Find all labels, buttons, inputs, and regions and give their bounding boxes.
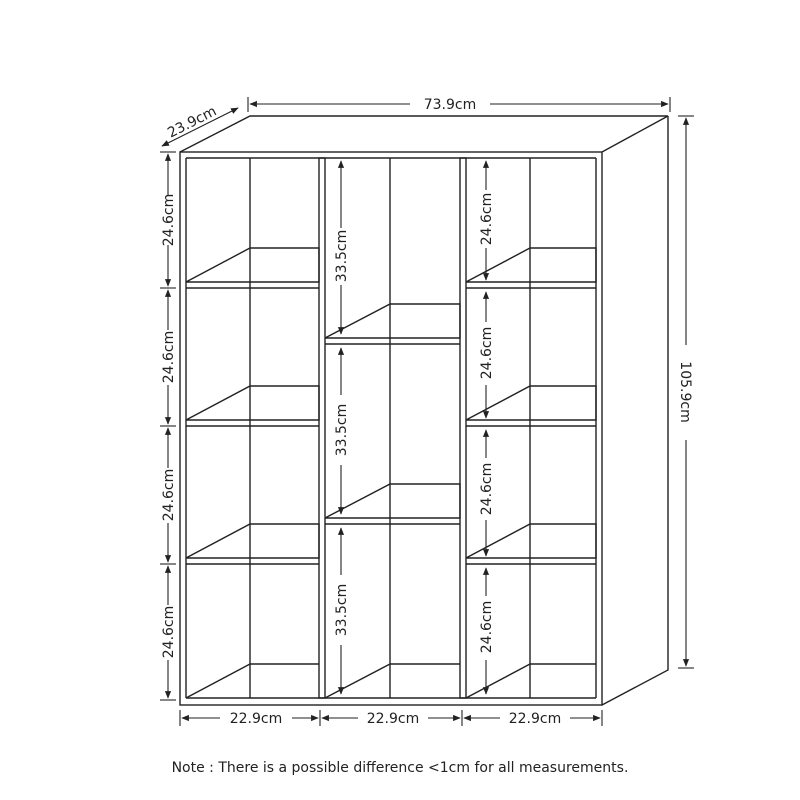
column-width-label-3: 22.9cm <box>508 711 562 727</box>
right-cube-height-label-1: 24.6cm <box>479 192 495 246</box>
left-cube-height-label-4: 24.6cm <box>161 605 177 659</box>
top-panel <box>180 116 668 152</box>
center-cube-height-label-3: 33.5cm <box>334 583 350 637</box>
left-shelf-3 <box>186 524 319 558</box>
center-shelf-1 <box>325 304 460 338</box>
measurement-note: Note : There is a possible difference <1cm for all measurements. <box>171 760 629 776</box>
left-shelf-1 <box>186 248 319 282</box>
center-shelf-2 <box>325 484 460 518</box>
right-cube-height-label-2: 24.6cm <box>479 326 495 380</box>
overall-height-label: 105.9cm <box>677 361 693 423</box>
left-cube-height-label-1: 24.6cm <box>161 193 177 247</box>
left-cube-height-label-3: 24.6cm <box>161 468 177 522</box>
side-panel <box>602 116 668 705</box>
dimension-lines <box>160 97 694 726</box>
left-cube-height-label-2: 24.6cm <box>161 330 177 384</box>
overall-width-label: 73.9cm <box>423 97 477 113</box>
column-width-label-1: 22.9cm <box>229 711 283 727</box>
right-cube-height-label-4: 24.6cm <box>479 600 495 654</box>
divider-left <box>319 158 325 698</box>
center-cube-height-label-2: 33.5cm <box>334 403 350 457</box>
right-cube-height-label-3: 24.6cm <box>479 462 495 516</box>
left-shelf-2 <box>186 386 319 420</box>
bookcase-outline <box>180 116 668 705</box>
overall-depth-label: 23.9cm <box>165 103 220 142</box>
column-width-label-2: 22.9cm <box>366 711 420 727</box>
divider-right <box>460 158 466 698</box>
front-frame <box>180 152 602 705</box>
center-cube-height-label-1: 33.5cm <box>334 229 350 283</box>
